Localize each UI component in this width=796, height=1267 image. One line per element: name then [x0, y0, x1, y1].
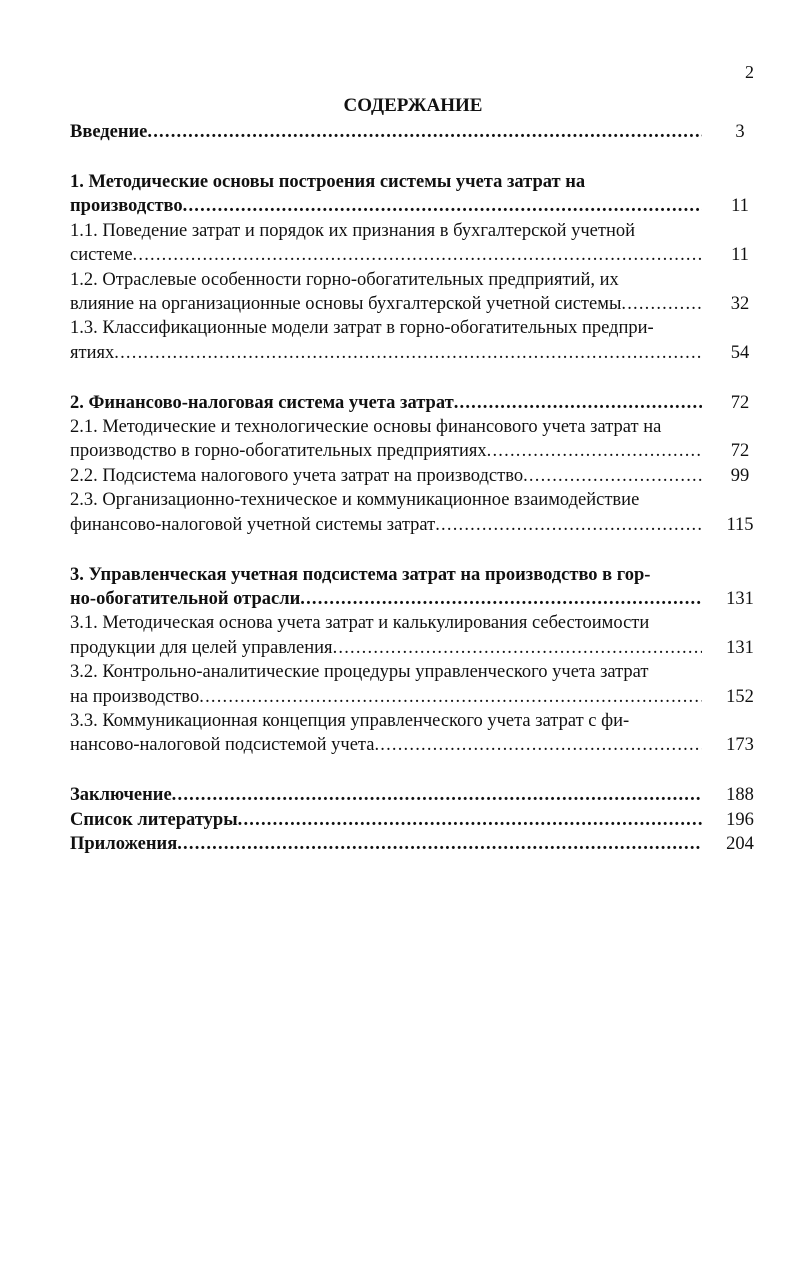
dot-leader — [454, 391, 702, 415]
toc-entry-text: 3.3. Коммуникационная концепция управленческого учета затрат с фи- — [70, 710, 630, 731]
dot-leader — [374, 733, 702, 757]
toc-entry-text: но-обогатительной отрасли — [70, 589, 301, 610]
toc-entry-text: 3.1. Методическая основа учета затрат и калькулирования себестоимости — [70, 613, 650, 634]
toc-page-number: 152 — [726, 686, 754, 707]
toc-entry-text: финансово-налоговой учетной системы затрат — [70, 514, 436, 535]
toc-page-number: 72 — [730, 441, 750, 462]
toc-entry-line — [70, 170, 760, 194]
toc-entry-line — [70, 316, 760, 340]
toc-entry-text: продукции для целей управления — [70, 637, 333, 658]
toc-entry-line — [70, 660, 760, 684]
toc-entry[interactable] — [70, 611, 760, 660]
toc-entry[interactable] — [70, 808, 760, 832]
toc-page-number: 196 — [726, 809, 754, 830]
toc-page-number: 32 — [730, 293, 750, 314]
toc-entry[interactable] — [70, 391, 760, 415]
toc-entry-text: 2.2. Подсистема налогового учета затрат на производство — [70, 465, 524, 486]
toc-page-number: 3 — [735, 122, 745, 142]
toc-entry-text: системе — [70, 245, 133, 266]
toc-entry-line — [70, 194, 760, 218]
dot-leader — [300, 587, 702, 611]
toc-entry[interactable] — [70, 170, 760, 219]
toc-entry-line — [70, 120, 760, 144]
section-spacer — [70, 537, 760, 563]
toc-entry-text: производство — [70, 196, 183, 217]
toc-page-number: 99 — [730, 465, 750, 486]
toc-entry-line — [70, 292, 760, 316]
toc-entry-text: 2.1. Методические и технологические основы финансового учета затрат на — [70, 417, 662, 438]
toc-entry-text: влияние на организационные основы бухгалтерской учетной системы — [70, 293, 622, 314]
toc-entry[interactable] — [70, 832, 760, 856]
dot-leader — [435, 513, 702, 537]
toc-page-number: 188 — [726, 785, 754, 806]
dot-leader — [114, 341, 702, 365]
toc-entry-line — [70, 219, 760, 243]
toc-entry[interactable] — [70, 488, 760, 537]
toc-entry-line — [70, 415, 760, 439]
toc-entry-line — [70, 611, 760, 635]
toc-entry-line — [70, 636, 760, 660]
toc-entry[interactable] — [70, 783, 760, 807]
toc-entry-text: 3.2. Контрольно-аналитические процедуры управленческого учета затрат — [70, 662, 649, 683]
section-spacer — [70, 365, 760, 391]
toc-entry[interactable] — [70, 268, 760, 317]
toc-entry-text: Список литературы — [70, 809, 238, 830]
page-title: СОДЕРЖАНИЕ — [343, 95, 483, 116]
toc-entry-line — [70, 808, 760, 832]
toc-entry-line — [70, 513, 760, 537]
table-of-contents — [70, 120, 760, 857]
toc-page-number: 131 — [726, 637, 754, 658]
toc-entry[interactable] — [70, 464, 760, 488]
toc-entry-line — [70, 341, 760, 365]
dot-leader — [172, 783, 702, 807]
section-spacer — [70, 758, 760, 784]
toc-entry-text: Введение — [70, 122, 148, 142]
toc-entry-text: нансово-налоговой подсистемой учета — [70, 735, 375, 756]
dot-leader — [621, 292, 702, 316]
toc-entry[interactable] — [70, 415, 760, 464]
dot-leader — [183, 194, 702, 218]
toc-page-number: 54 — [730, 342, 750, 363]
dot-leader — [177, 832, 702, 856]
toc-entry[interactable] — [70, 219, 760, 268]
toc-entry[interactable] — [70, 563, 760, 612]
toc-page-number: 173 — [726, 735, 754, 756]
toc-entry-line — [70, 243, 760, 267]
toc-page-number: 115 — [726, 514, 754, 535]
toc-entry-line — [70, 563, 760, 587]
toc-entry-line — [70, 464, 760, 488]
toc-entry[interactable] — [70, 660, 760, 709]
toc-entry-line — [70, 439, 760, 463]
dot-leader — [333, 636, 702, 660]
dot-leader — [147, 120, 702, 144]
section-spacer — [70, 144, 760, 170]
toc-page-number: 72 — [730, 392, 750, 413]
toc-page-number: 131 — [726, 589, 754, 610]
toc-entry[interactable] — [70, 316, 760, 365]
toc-entry-line — [70, 391, 760, 415]
dot-leader — [487, 439, 702, 463]
toc-entry-line — [70, 488, 760, 512]
toc-page-number: 11 — [731, 245, 749, 266]
toc-entry-line — [70, 709, 760, 733]
toc-entry-line — [70, 268, 760, 292]
toc-entry-text: 1. Методические основы построения системы учета затрат на — [70, 171, 586, 192]
toc-entry-line — [70, 783, 760, 807]
toc-entry-text: производство в горно-обогатительных предприятиях — [70, 441, 487, 462]
toc-entry-text: 3. Управленческая учетная подсистема затрат на производство в гор- — [70, 564, 651, 585]
page-number: 2 — [745, 62, 754, 82]
toc-entry-text: Приложения — [70, 834, 178, 855]
toc-page-number: 11 — [731, 196, 749, 217]
toc-page-number: 204 — [726, 834, 754, 855]
toc-entry-line — [70, 587, 760, 611]
dot-leader — [133, 243, 702, 267]
toc-entry-line — [70, 685, 760, 709]
toc-entry-text: 1.1. Поведение затрат и порядок их признания в бухгалтерской учетной — [70, 220, 636, 241]
toc-entry-text: ятиях — [70, 342, 115, 363]
toc-entry-line — [70, 733, 760, 757]
dot-leader — [523, 464, 702, 488]
toc-entry-text: 1.3. Классификационные модели затрат в горно-обогатительных предпри- — [70, 318, 654, 339]
toc-entry-line — [70, 832, 760, 856]
toc-entry-text: на производство — [70, 686, 200, 707]
dot-leader — [199, 685, 702, 709]
toc-entry-text: 1.2. Отраслевые особенности горно-обогатительных предприятий, их — [70, 269, 619, 290]
toc-entry-text: 2. Финансово-налоговая система учета затрат — [70, 392, 454, 413]
dot-leader — [238, 808, 702, 832]
toc-entry-text: 2.3. Организационно-техническое и коммуникационное взаимодействие — [70, 490, 640, 511]
toc-entry[interactable] — [70, 120, 760, 144]
toc-entry[interactable] — [70, 709, 760, 758]
toc-entry-text: Заключение — [70, 785, 172, 806]
